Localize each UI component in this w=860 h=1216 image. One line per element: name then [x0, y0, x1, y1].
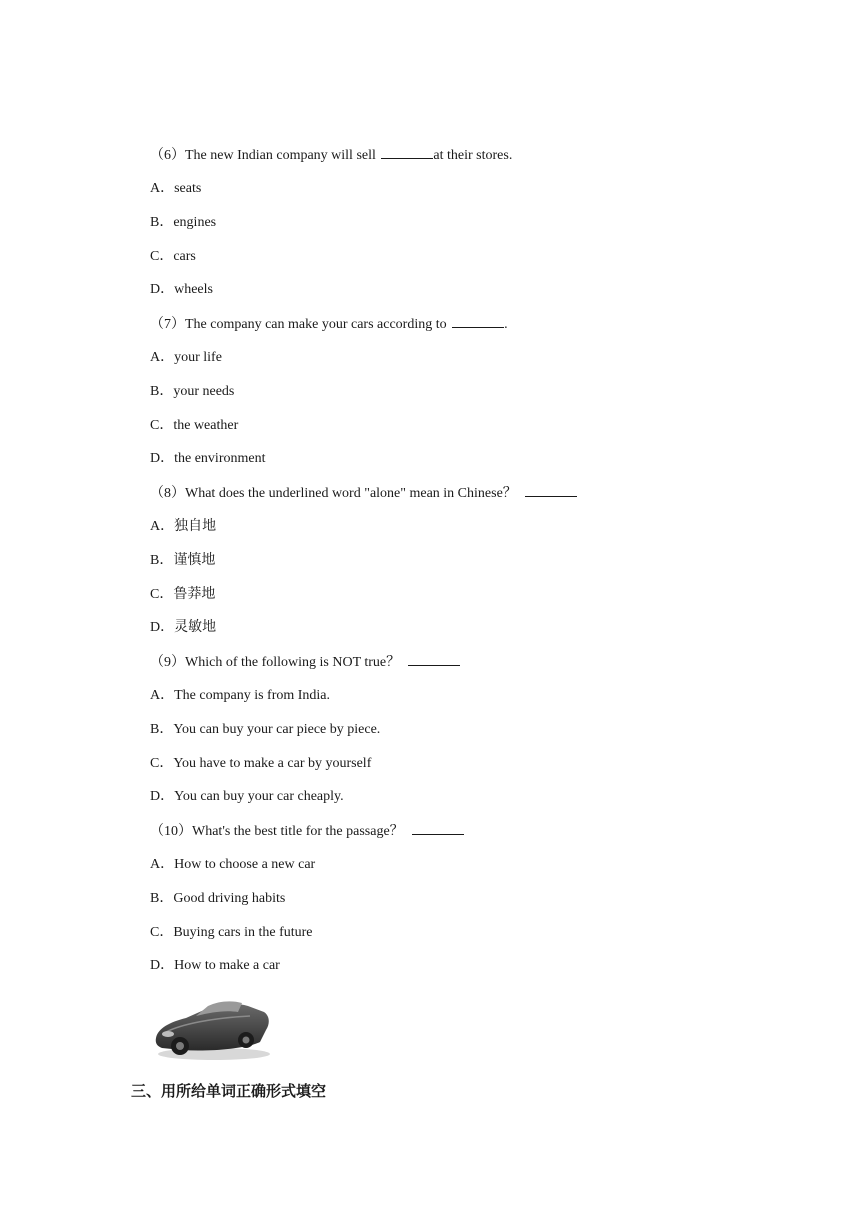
option-c: C．Buying cars in the future: [150, 925, 313, 940]
option-c: C．the weather: [150, 418, 239, 433]
question-stem-text: （10）What's the best title for the passage？: [150, 824, 404, 839]
option-d: D．wheels: [150, 282, 213, 297]
question-6-stem: [150, 146, 512, 165]
option-a: A．seats: [150, 181, 202, 196]
question-stem-text-end: at their stores.: [433, 148, 513, 163]
car-image: [152, 988, 272, 1062]
option-a: A．your life: [150, 350, 222, 365]
answer-blank: [452, 315, 504, 328]
option-b: B．Good driving habits: [150, 891, 286, 906]
answer-blank: [525, 484, 577, 497]
option-a: A．独自地: [150, 519, 217, 534]
question-10-stem: [150, 822, 464, 841]
question-9-stem: [150, 653, 460, 672]
option-a: A．The company is from India.: [150, 688, 331, 703]
question-stem-text: （7）The company can make your cars according to: [150, 317, 451, 332]
question-stem-text: （9）Which of the following is NOT true？: [150, 655, 401, 670]
option-d: D．灵敏地: [150, 620, 217, 635]
option-a: A．How to choose a new car: [150, 857, 316, 872]
option-b: B．谨慎地: [150, 553, 216, 568]
option-d: D．How to make a car: [150, 958, 280, 973]
option-c: C．鲁莽地: [150, 587, 216, 602]
answer-blank: [381, 146, 433, 159]
option-b: B．engines: [150, 215, 217, 230]
option-d: D．the environment: [150, 451, 266, 466]
question-stem-text-end: .: [504, 317, 508, 332]
option-c: C．You have to make a car by yourself: [150, 756, 372, 771]
answer-blank: [412, 822, 464, 835]
question-stem-text: （6）The new Indian company will sell: [150, 148, 380, 163]
question-8-stem: [150, 484, 577, 503]
answer-blank: [408, 653, 460, 666]
section-heading: 三、用所给单词正确形式填空: [131, 1082, 327, 1100]
option-b: B．You can buy your car piece by piece.: [150, 722, 381, 737]
option-b: B．your needs: [150, 384, 235, 399]
option-d: D．You can buy your car cheaply.: [150, 789, 344, 804]
option-c: C．cars: [150, 249, 196, 264]
question-stem-text: （8）What does the underlined word "alone" mean in Chinese？: [150, 486, 517, 501]
question-7-stem: [150, 315, 508, 334]
